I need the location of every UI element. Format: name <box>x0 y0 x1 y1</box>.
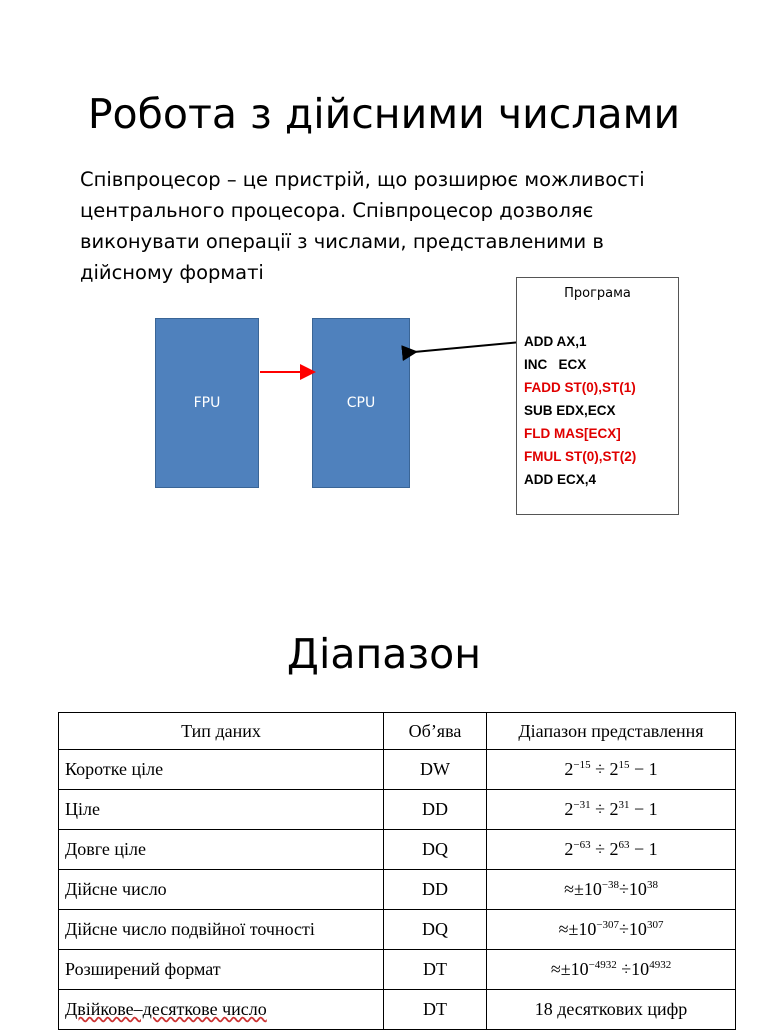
cell-decl: DQ <box>384 830 487 870</box>
cell-type: Дійсне число подвійної точності <box>59 910 384 950</box>
cell-type: Коротке ціле <box>59 750 384 790</box>
range-mid: ÷ 2 <box>590 839 619 859</box>
code-line: INC ECX <box>524 357 587 372</box>
code-line: FADD ST(0),ST(1) <box>524 380 636 395</box>
range-exponent: −31 <box>573 799 591 811</box>
table-row <box>59 870 736 910</box>
table-row <box>59 950 736 990</box>
range-base: ≈±10 <box>564 879 602 899</box>
range-exponent: 63 <box>618 839 630 851</box>
cell-decl: DD <box>384 870 487 910</box>
program-title: Програма <box>564 286 631 301</box>
header-range: Діапазон представлення <box>487 713 736 750</box>
cell-type: Двійкове–десяткове число <box>59 990 384 1030</box>
program-to-cpu-arrow <box>414 342 521 352</box>
range-exponent: −63 <box>573 839 591 851</box>
cell-type: Дійсне число <box>59 870 384 910</box>
code-line: ADD AX,1 <box>524 334 587 349</box>
fpu-label: FPU <box>193 395 221 411</box>
range-exponent: 4932 <box>649 959 672 971</box>
range-exponent: −15 <box>573 759 591 771</box>
cell-range <box>487 830 736 870</box>
range-exponent: −38 <box>601 879 620 891</box>
cell-type: Довге ціле <box>59 830 384 870</box>
range-exponent: −307 <box>596 919 620 931</box>
cpu-label: CPU <box>346 395 376 411</box>
cell-decl: DT <box>384 990 487 1030</box>
cell-type: Ціле <box>59 790 384 830</box>
code-line: SUB EDX,ECX <box>524 403 616 418</box>
range-tail: − 1 <box>629 839 658 859</box>
table-row <box>59 750 736 790</box>
range-exponent: 38 <box>646 879 658 891</box>
slide-title: Робота з дійсними числами <box>87 90 681 138</box>
section-title: Діапазон <box>286 630 482 678</box>
program-code <box>524 330 636 491</box>
program-box <box>516 277 679 515</box>
header-decl: Об’ява <box>384 713 487 750</box>
range-base: ≈±10 <box>558 919 597 939</box>
range-exponent: −4932 <box>588 959 617 971</box>
range-exponent: 31 <box>618 799 630 811</box>
intro-paragraph: Співпроцесор – це пристрій, що розширює можливості центрального процесора. Співпроцесор дозволяє виконувати операції з числами, представленими в дійсному форматі <box>80 168 645 284</box>
range-exponent: 15 <box>618 759 630 771</box>
cell-range <box>487 950 736 990</box>
cell-range <box>487 870 736 910</box>
range-base: 2 <box>564 839 574 859</box>
range-mid: ÷10 <box>619 919 647 939</box>
header-type: Тип даних <box>59 713 384 750</box>
range-table <box>58 712 736 1030</box>
cell-range <box>487 910 736 950</box>
range-mid: ÷10 <box>616 959 650 979</box>
cell-decl: DQ <box>384 910 487 950</box>
cell-range: 18 десяткових цифр <box>487 990 736 1030</box>
range-tail: − 1 <box>629 759 658 779</box>
cell-decl: DD <box>384 790 487 830</box>
cell-range <box>487 750 736 790</box>
table-row <box>59 830 736 870</box>
range-tail: − 1 <box>629 799 658 819</box>
table-header-row <box>59 713 736 750</box>
range-mid: ÷ 2 <box>590 759 619 779</box>
code-line: FLD MAS[ECX] <box>524 426 621 441</box>
cell-range <box>487 790 736 830</box>
range-base: ≈±10 <box>550 959 589 979</box>
range-mid: ÷ 2 <box>590 799 619 819</box>
range-base: 2 <box>564 799 574 819</box>
range-exponent: 307 <box>646 919 664 931</box>
cell-decl: DT <box>384 950 487 990</box>
table-row <box>59 910 736 950</box>
code-line: ADD ECX,4 <box>524 472 597 487</box>
range-mid: ÷10 <box>619 879 647 899</box>
range-base: 2 <box>564 759 574 779</box>
cell-decl: DW <box>384 750 487 790</box>
table-row <box>59 790 736 830</box>
code-line: FMUL ST(0),ST(2) <box>524 449 637 464</box>
cell-type: Розширений формат <box>59 950 384 990</box>
